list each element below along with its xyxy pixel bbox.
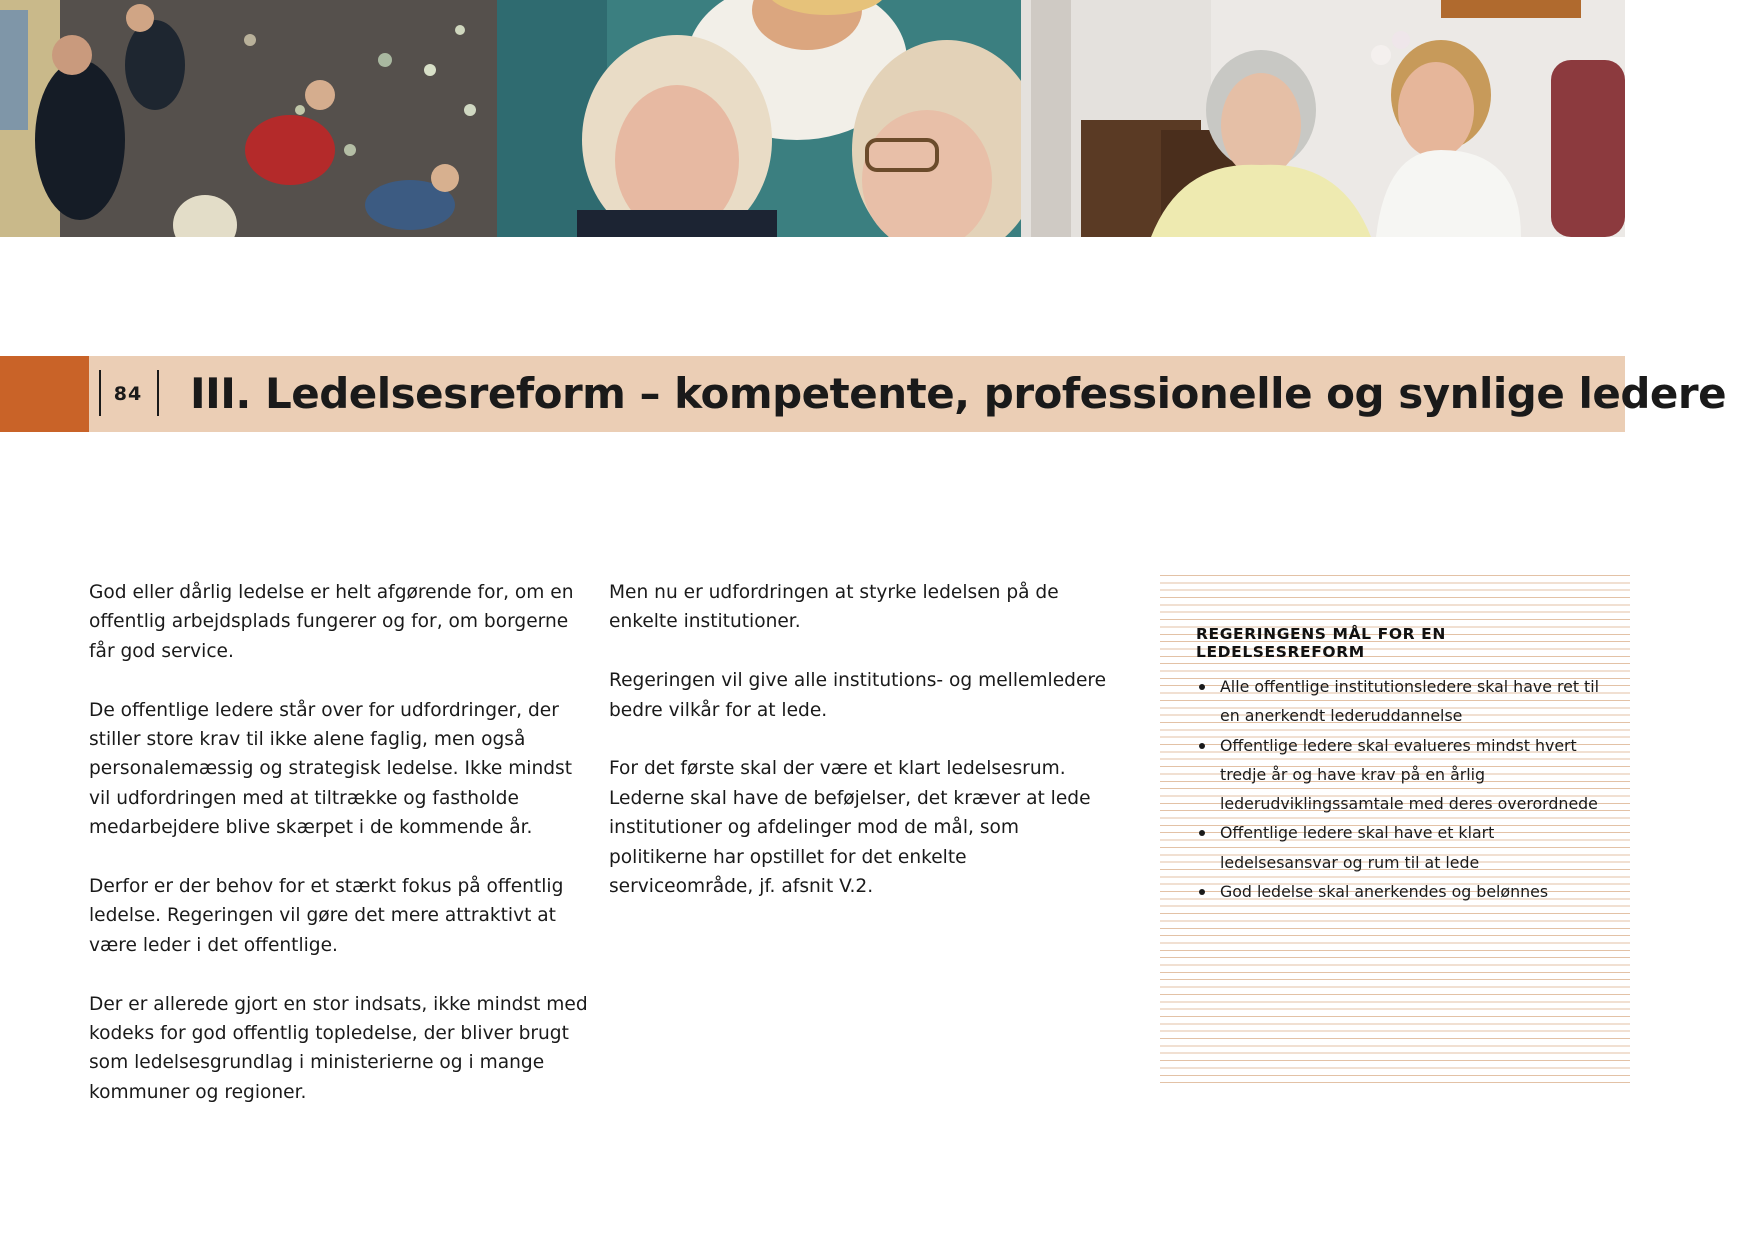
page-number: 84 xyxy=(113,383,143,405)
paragraph: Der er allerede gjort en stor indsats, ikke mindst med kodeks for god offentlig topledelse, der bliver brugt som ledelsesgrundlag i ministerierne og i mange kommuner og regioner. xyxy=(89,993,588,1103)
list-item: God ledelse skal anerkendes og belønnes xyxy=(1196,877,1606,906)
chapter-title: III. Ledelsesreform – kompetente, professionelle og synlige ledere xyxy=(190,369,1727,418)
paragraph: Regeringen vil give alle institutions- og mellemledere bedre vilkår for at lede. xyxy=(609,670,1107,721)
goals-list xyxy=(1196,672,1606,906)
divider xyxy=(157,370,159,416)
text-column-left xyxy=(89,578,589,1137)
elderly-women-photo xyxy=(497,0,1021,237)
climbing-wall-photo xyxy=(0,0,497,237)
goals-sidebar-box xyxy=(1160,575,1630,1087)
list-item: Alle offentlige institutionsledere skal have ret til en anerkendt lederuddannelse xyxy=(1196,672,1606,731)
paragraph: God eller dårlig ledelse er helt afgørende for, om en offentlig arbejdsplads fungerer og for, om borgerne får god service. xyxy=(89,582,574,662)
list-item: Offentlige ledere skal evalueres mindst hvert tredje år og have krav på en årlig lederudviklingssamtale med deres overordnede xyxy=(1196,731,1606,819)
care-visit-photo xyxy=(1021,0,1625,237)
sidebar-heading: REGERINGENS MÅL FOR EN LEDELSESREFORM xyxy=(1196,625,1446,661)
list-item: Offentlige ledere skal have et klart ledelsesansvar og rum til at lede xyxy=(1196,818,1606,877)
paragraph: De offentlige ledere står over for udfordringer, der stiller store krav til ikke alene faglig, men også personalemæssig og strategisk ledelse. Ikke mindst vil udfordringen med at tiltrække og fastholde medarbejdere blive skærpet i de kommende år. xyxy=(89,699,573,839)
paragraph: For det første skal der være et klart ledelsesrum. Lederne skal have de beføjelser, det kræver at lede institutioner og afdelinger mod de mål, som politikerne har opstillet for det enkelte serviceområde, jf. afsnit V.2. xyxy=(609,758,1091,898)
paragraph: Derfor er der behov for et stærkt fokus på offentlig ledelse. Regeringen vil gøre det mere attraktivt at være leder i det offentlige. xyxy=(89,876,564,956)
accent-block xyxy=(0,356,89,432)
paragraph: Men nu er udfordringen at styrke ledelsen på de enkelte institutioner. xyxy=(609,582,1059,633)
text-column-middle xyxy=(609,578,1109,931)
chapter-header-band xyxy=(0,356,1727,432)
